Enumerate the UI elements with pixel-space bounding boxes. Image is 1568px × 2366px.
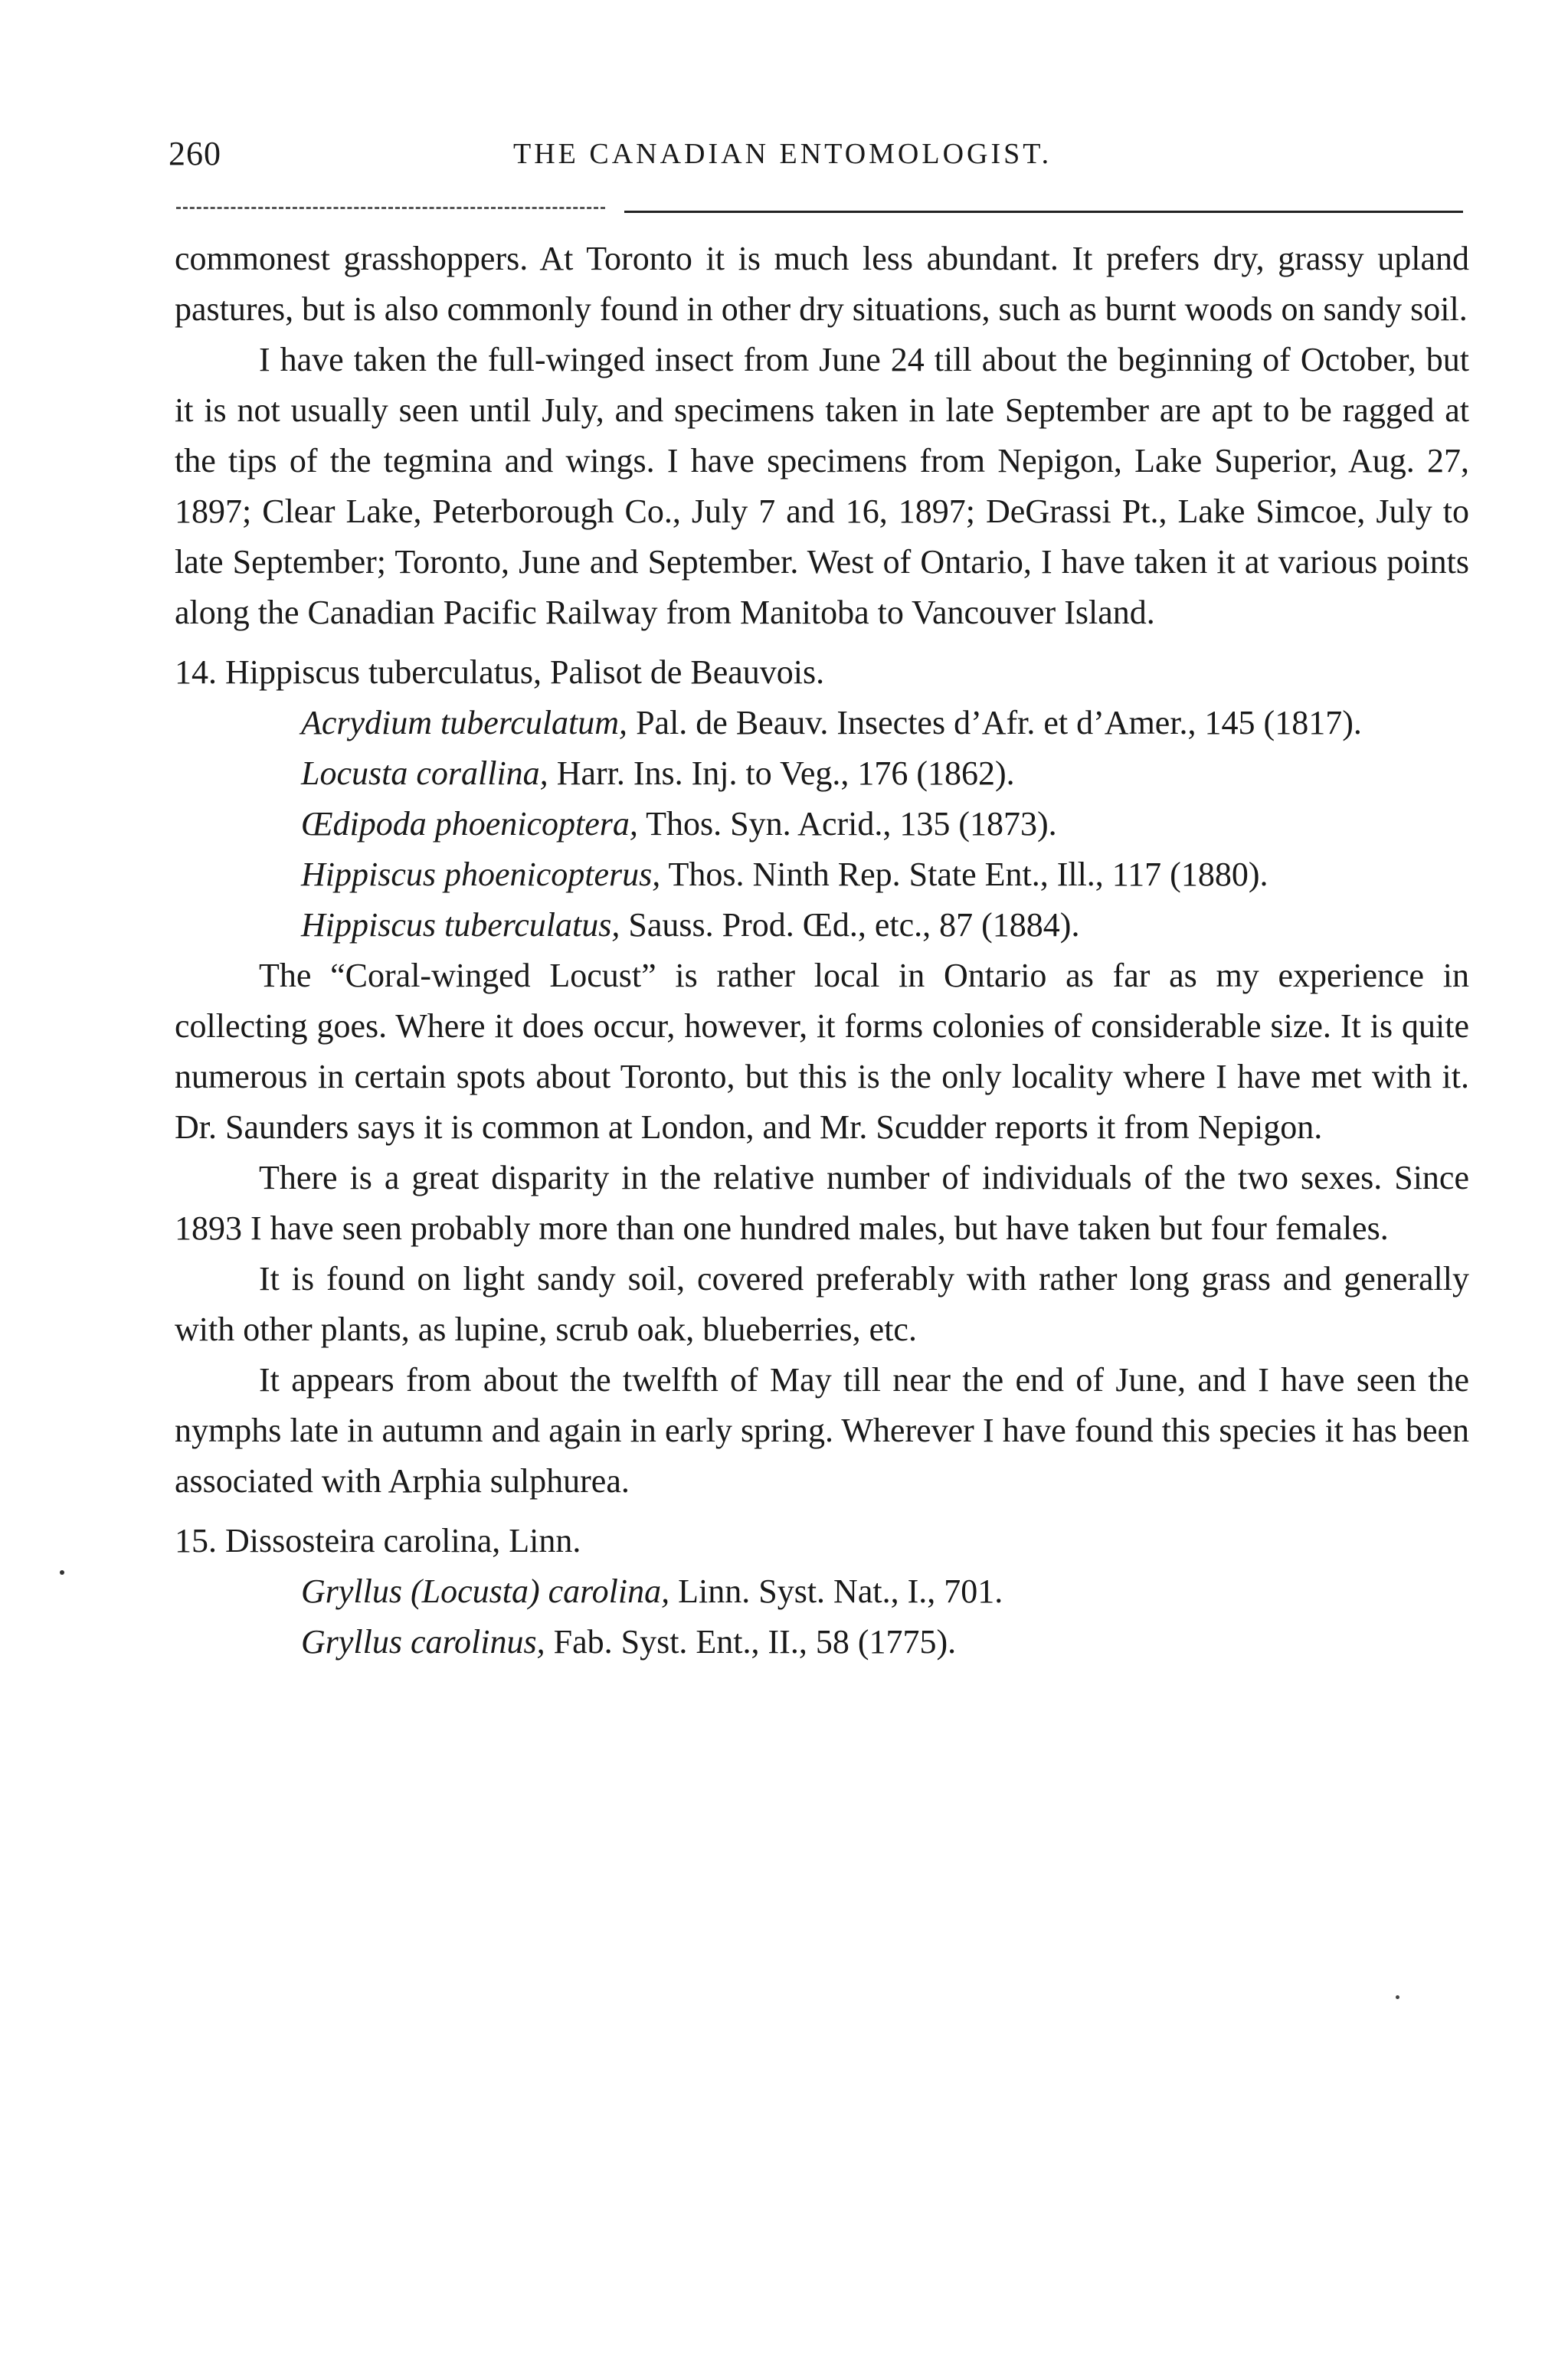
species-heading-15: 15. Dissosteira carolina, Linn. bbox=[175, 1522, 581, 1559]
page-number: 260 bbox=[169, 135, 221, 172]
synonym-reference: Harr. Ins. Inj. to Veg., 176 (1862). bbox=[556, 754, 1015, 792]
paragraph-continuation: commonest grasshoppers. At Toronto it is much less abundant. It prefers dry, grassy upland pastures, but is also commonly found in other dry situations, such as burnt woods on sandy soil. bbox=[175, 240, 1469, 328]
synonym-reference: Linn. Syst. Nat., I., 701. bbox=[678, 1572, 1003, 1610]
synonym-line bbox=[301, 799, 1469, 849]
paragraph-habitat: It is found on light sandy soil, covered preferably with rather long grass and generally with other plants, as lupine, scrub oak, blueberries, etc. bbox=[175, 1260, 1469, 1348]
synonym-name: Acrydium tuberculatum, bbox=[301, 704, 628, 741]
header-rule bbox=[624, 211, 1463, 213]
synonym-line bbox=[301, 1617, 1469, 1667]
synonym-reference: Fab. Syst. Ent., II., 58 (1775). bbox=[553, 1623, 957, 1661]
synonym-name: Gryllus (Locusta) carolina, bbox=[301, 1572, 670, 1610]
paragraph-coral-winged: The “Coral-winged Locust” is rather local in Ontario as far as my experience in collecting goes. Where it does occur, however, it forms colonies of considerable size. It is quite numerous in certain spots about Toronto, but this is the only locality where I have met with it. Dr. Saunders says it is common at London, and Mr. Scudder reports it from Nepigon. bbox=[175, 957, 1469, 1146]
synonym-reference: Thos. Ninth Rep. State Ent., Ill., 117 (1880). bbox=[668, 856, 1268, 893]
body-text bbox=[175, 234, 1469, 1667]
running-title: THE CANADIAN ENTOMOLOGIST. bbox=[513, 138, 1052, 170]
synonym-name: Locusta corallina, bbox=[301, 754, 548, 792]
paragraph-sexes: There is a great disparity in the relative number of individuals of the two sexes. Since 1893 I have seen probably more than one hundred males, but have taken but four females. bbox=[175, 1159, 1469, 1247]
synonym-name: Œdipoda phoenicoptera, bbox=[301, 805, 638, 843]
paragraph-season: It appears from about the twelfth of May till near the end of June, and I have seen the nymphs late in autumn and again in early spring. Wherever I have found this species it has been associated with Arphia sulphurea. bbox=[175, 1361, 1469, 1500]
synonym-reference: Thos. Syn. Acrid., 135 (1873). bbox=[646, 805, 1057, 843]
paragraph-dates: I have taken the full-winged insect from June 24 till about the beginning of October, but it is not usually seen until July, and specimens taken in late September are apt to be ragged at the tips of the tegmina and wings. I have specimens from Nepigon, Lake Superior, Aug. 27, 1897; Clear Lake, Peterborough Co., July 7 and 16, 1897; DeGrassi Pt., Lake Simcoe, July to late September; Toronto, June and September. West of Ontario, I have taken it at various points along the Canadian Pacific Railway from Manitoba to Vancouver Island. bbox=[175, 341, 1469, 631]
synonym-reference: Sauss. Prod. Œd., etc., 87 (1884). bbox=[628, 906, 1080, 944]
synonym-name: Hippiscus tuberculatus, bbox=[301, 906, 620, 944]
synonym-name: Hippiscus phoenicopterus, bbox=[301, 856, 661, 893]
header-rule-dashed bbox=[176, 207, 605, 209]
species-heading-14: 14. Hippiscus tuberculatus, Palisot de Beauvois. bbox=[175, 653, 825, 691]
synonym-name: Gryllus carolinus, bbox=[301, 1623, 545, 1661]
synonym-line bbox=[301, 748, 1469, 799]
page-header bbox=[169, 134, 1471, 180]
synonym-line bbox=[301, 900, 1469, 951]
margin-speck bbox=[1396, 1995, 1399, 1999]
synonym-reference: Pal. de Beauv. Insectes d’Afr. et d’Amer., 145 (1817). bbox=[636, 704, 1362, 741]
margin-speck bbox=[60, 1570, 64, 1575]
synonym-line bbox=[301, 698, 1469, 748]
synonym-line bbox=[301, 849, 1469, 900]
synonym-line bbox=[301, 1566, 1469, 1617]
